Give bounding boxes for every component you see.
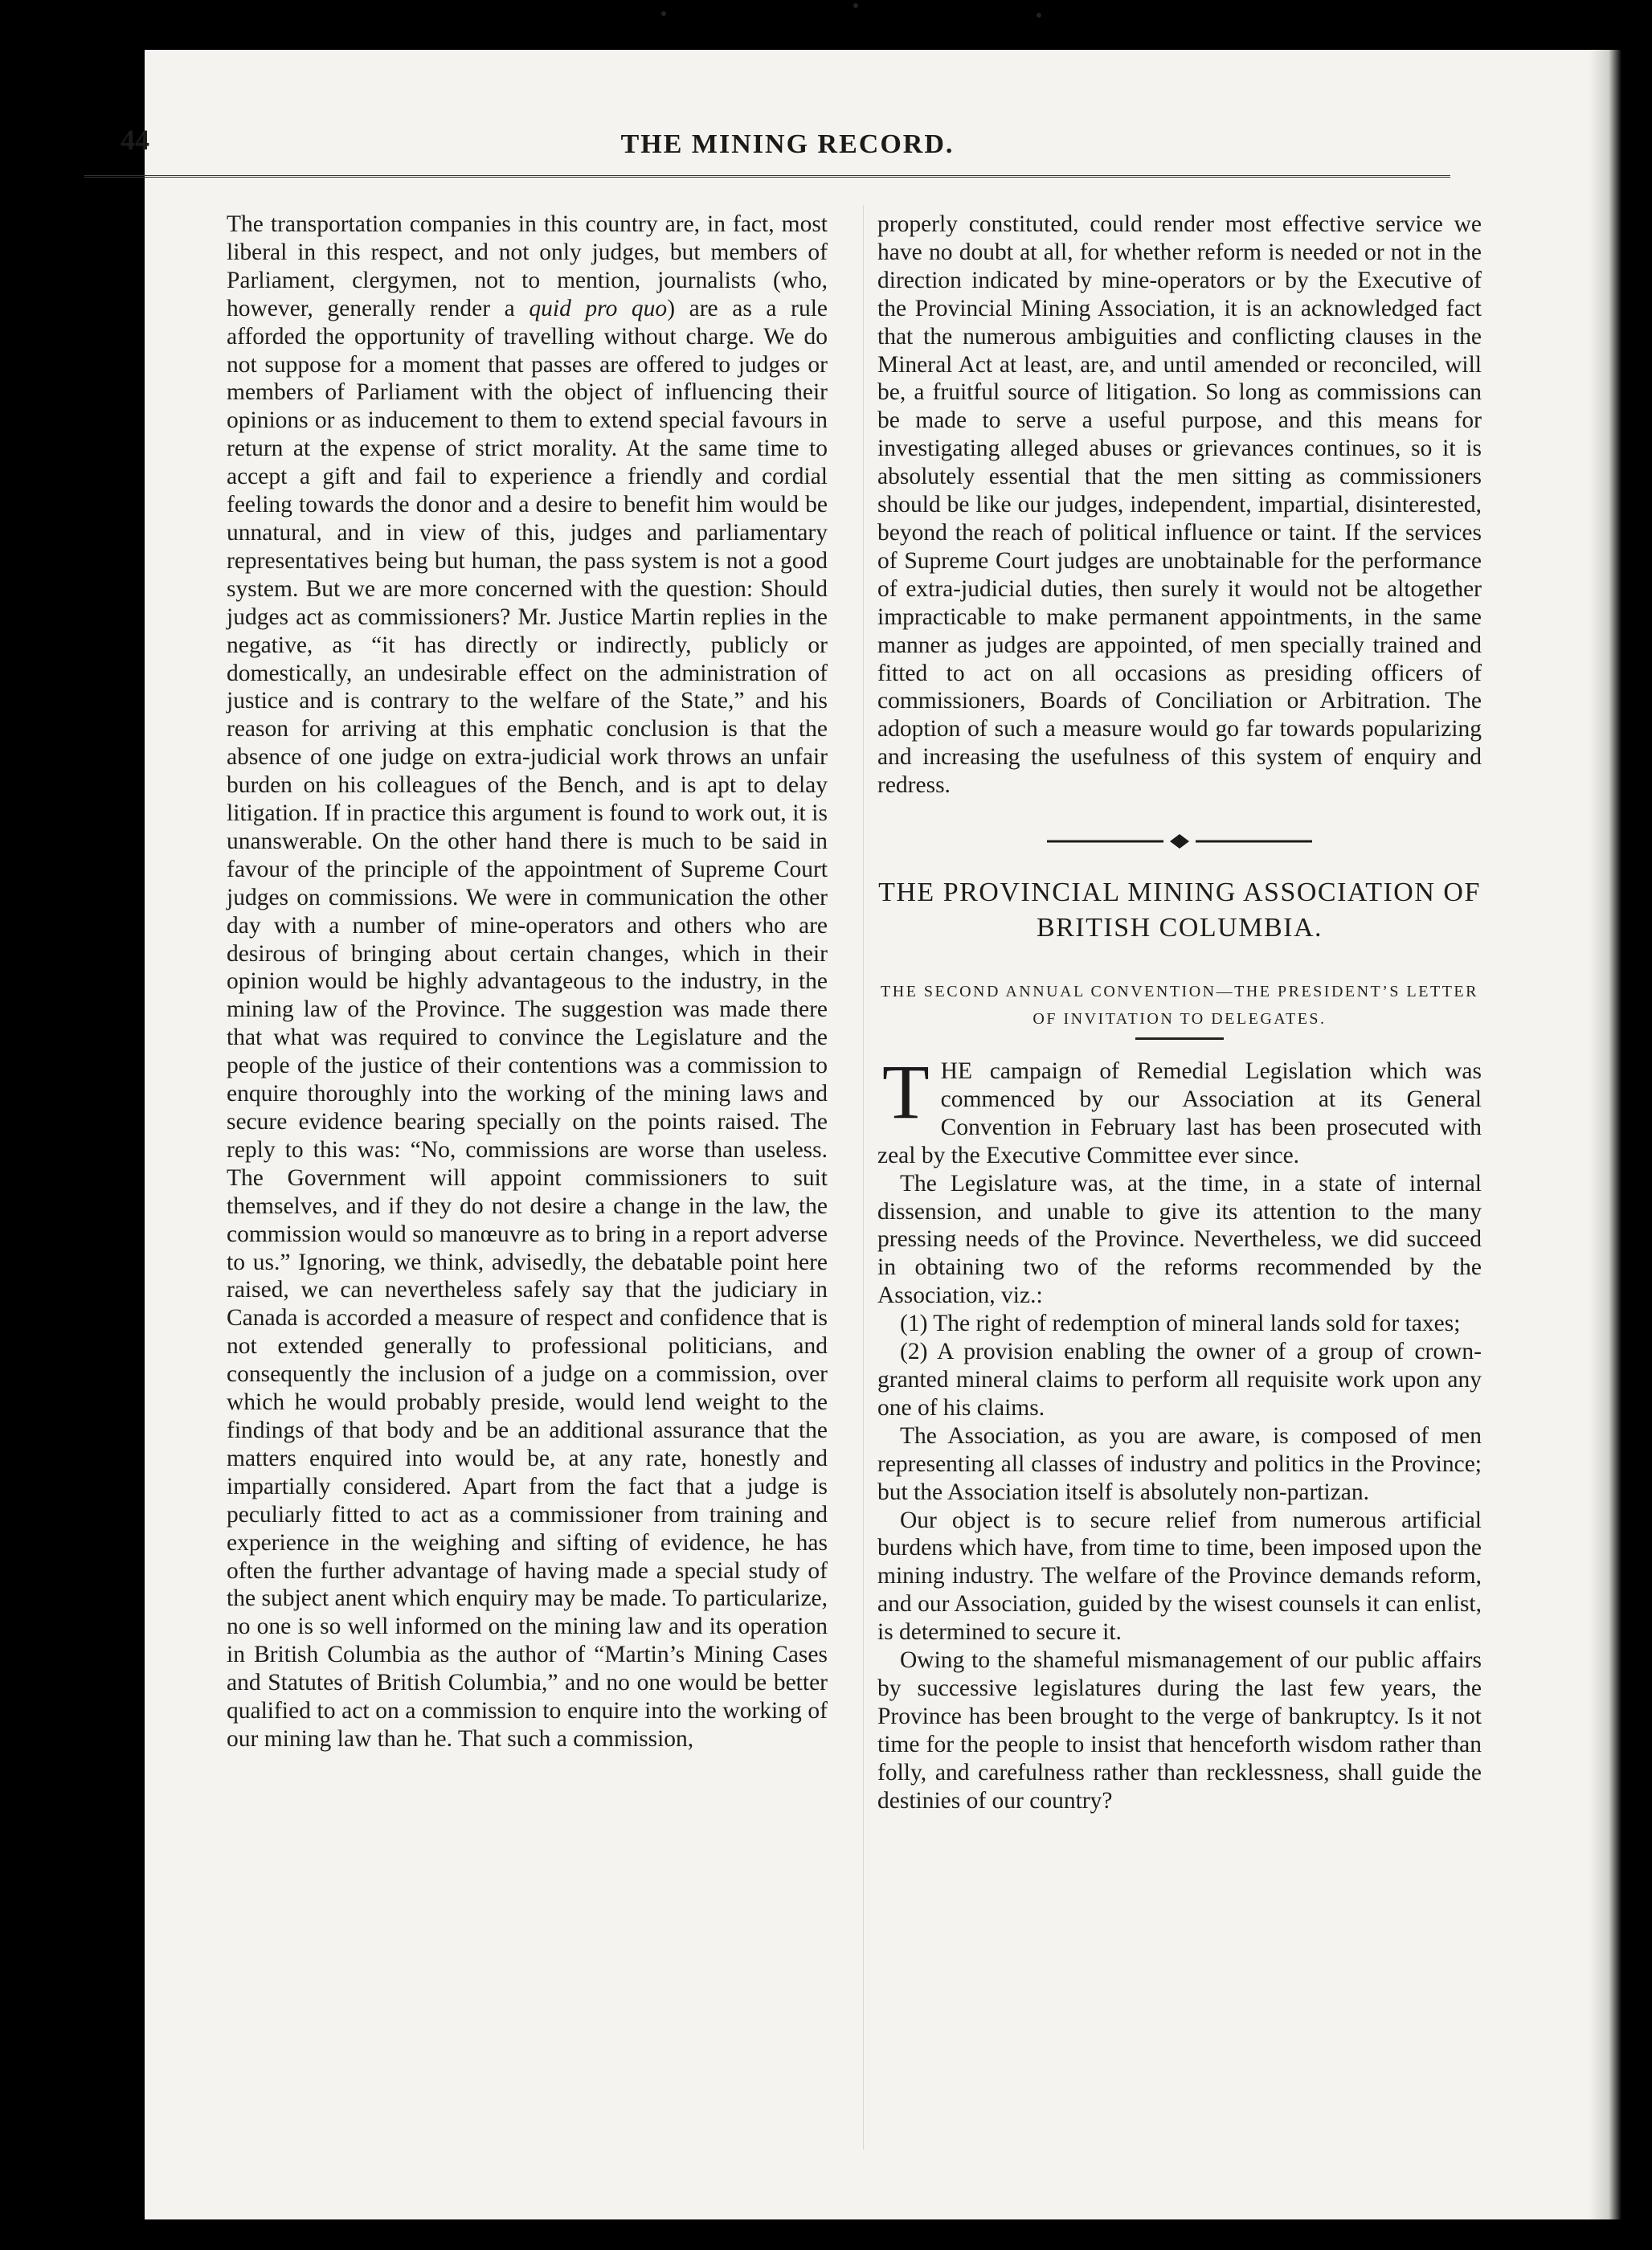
text-run: HE campaign of Remedial Legislation which was commenced by our Association at its General Convention in February last has been prosecuted with zeal by the Executive Committee ever since. <box>877 1058 1482 1168</box>
page-number: 44 <box>121 124 149 156</box>
left-paragraph <box>227 211 828 1753</box>
scan-speck <box>661 11 666 16</box>
text-run: The transportation companies in this country are, in fact, most liberal in this respect, and not only judges, but members of Parliament, clergymen, not to mention, journalists (who, however, generally render a <box>227 211 828 321</box>
column-gutter <box>863 205 864 2150</box>
text-run: ) are as a rule afforded the opportunity of travelling without charge. We do not suppose for a moment that passes are offered to judges or members of Parliament with the object of influencing their opinions or as inducement to them to extend special favours in return at the expense of strict morality. At the same time to accept a gift and fail to experience a friendly and cordial feeling towards the donor and a desire to benefit him would be unnatural, and in view of this, judges and parliamentary representatives being but human, the pass system is not a good system. But we are more concerned with the question: Should judges act as commissioners? Mr. Justice Martin replies in the negative, as “it has directly or indirectly, publicly or domestically, an undesirable effect on the administration of justice and is contrary to the welfare of the State,” and his reason for arriving at this emphatic conclusion is that the absence of one judge on extra-judicial work throws an unfair burden on his colleagues of the Bench, and is apt to delay litigation. If in practice this argument is found to work out, it is unanswerable. On the other hand there is much to be said in favour of the principle of the appointment of Supreme Court judges on commissions. We were in communication the other day with a number of mine-operators and others who are desirous of bringing about certain changes, which in their opinion would be highly advantageous to the industry, in the mining law of the Province. The suggestion was made there that what was required to convince the Legislature and the people of the justice of their contentions was a commission to enquire thoroughly into the working of the mining laws and secure evidence bearing specially on the points raised. The reply to this was: “No, commissions are worse than useless. The Government will appoint commissioners to suit themselves, and if they do not desire a change in the law, the commission would so manœuvre as to bring in a report adverse to us.” Ignoring, we think, advisedly, the debatable point here raised, we can nevertheless safely say that the judiciary in Canada is accorded a measure of respect and confidence that is not extended generally to professional politicians, and consequently the inclusion of a judge on a commission, over which he would probably preside, would lend weight to the findings of that body and be an additional assurance that the matters enquired into would be, at any rate, honestly and impartially considered. Apart from the fact that a judge is peculiarly fitted to act as a commissioner from training and experience in the weighing and sifting of evidence, he has often the further advantage of having made a special study of the subject anent which enquiry may be made. To particularize, no one is so well informed on the mining law and its operation in British Columbia as the author of “Martin’s Mining Cases and Statutes of British Columbia,” and no one would be better qualified to act on a commission to enquire into the working of our mining law than he. That such a commission, <box>227 295 828 1752</box>
header-rule <box>84 175 1450 178</box>
letter-paragraph: Owing to the shameful mismanagement of our public affairs by successive legislatures during the last few years, the Province has been brought to the verge of bankruptcy. Is it not time for the people to insist that henceforth wisdom rather than folly, and carefulness rather than recklessness, shall guide the destinies of our country? <box>877 1647 1482 1814</box>
italic-phrase: quid pro quo <box>529 295 668 321</box>
section-subtitle: THE SECOND ANNUAL CONVENTION—THE PRESIDENT’S LETTER OF INVITATION TO DELEGATES. <box>881 983 1478 1029</box>
right-column <box>877 211 1482 1815</box>
section-title: THE PROVINCIAL MINING ASSOCIATION OF BRITISH COLUMBIA. <box>878 878 1481 943</box>
section-ornament <box>1047 832 1312 851</box>
page-edge-shadow <box>1589 50 1621 2219</box>
letter-paragraph: Our object is to secure relief from numerous artificial burdens which have, from time to time, been imposed upon the mining industry. The welfare of the Province demands reform, and our Association, guided by the wisest counsels it can enlist, is determined to secure it. <box>877 1507 1482 1646</box>
letter-paragraph <box>877 1049 1482 1170</box>
scan-speck <box>1037 13 1041 18</box>
right-paragraph-continuation: properly constituted, could render most effective service we have no doubt at all, for whether reform is needed or not in the direction indicated by mine-operators or by the Executive of the Provincial Mining Association, it is an acknowledged fact that the numerous ambiguities and conflicting clauses in the Mineral Act at least, are, and until amended or reconciled, will be, a fruitful source of litigation. So long as commissions can be made to serve a useful purpose, and this means for investigating alleged abuses or grievances continues, so it is absolutely essential that the men sitting as commissioners should be like our judges, independent, impartial, disinterested, beyond the reach of political influence or taint. If the services of Supreme Court judges are unobtainable for the performance of extra-judicial duties, then surely it would not be altogether impracticable to make permanent appointments, in the same manner as judges are appointed, of men specially trained and fitted to act on all occasions as presiding officers of commissioners, Boards of Conciliation or Arbitration. The adoption of such a measure would go far towards popularizing and increasing the usefulness of this system of enquiry and redress. <box>877 211 1482 799</box>
letter-paragraph: (2) A provision enabling the owner of a group of crown-granted mineral claims to perform all requisite work upon any one of his claims. <box>877 1339 1482 1421</box>
left-column <box>227 211 828 1753</box>
letter-paragraph: The Association, as you are aware, is composed of men representing all classes of industry and politics in the Province; but the Association itself is absolutely non-partizan. <box>877 1422 1482 1505</box>
letter-paragraph: (1) The right of redemption of mineral lands sold for taxes; <box>900 1311 1461 1337</box>
drop-cap: T <box>882 1049 930 1135</box>
short-rule <box>1135 1037 1224 1040</box>
scan-speck <box>853 3 858 8</box>
letter-paragraph: The Legislature was, at the time, in a state of internal dissension, and unable to give its attention to the many pressing needs of the Province. Nevertheless, we did succeed in obtaining two of the reforms recommended by the Association, viz.: <box>877 1170 1482 1309</box>
running-title: THE MINING RECORD. <box>620 129 955 159</box>
page-header <box>121 92 1454 157</box>
